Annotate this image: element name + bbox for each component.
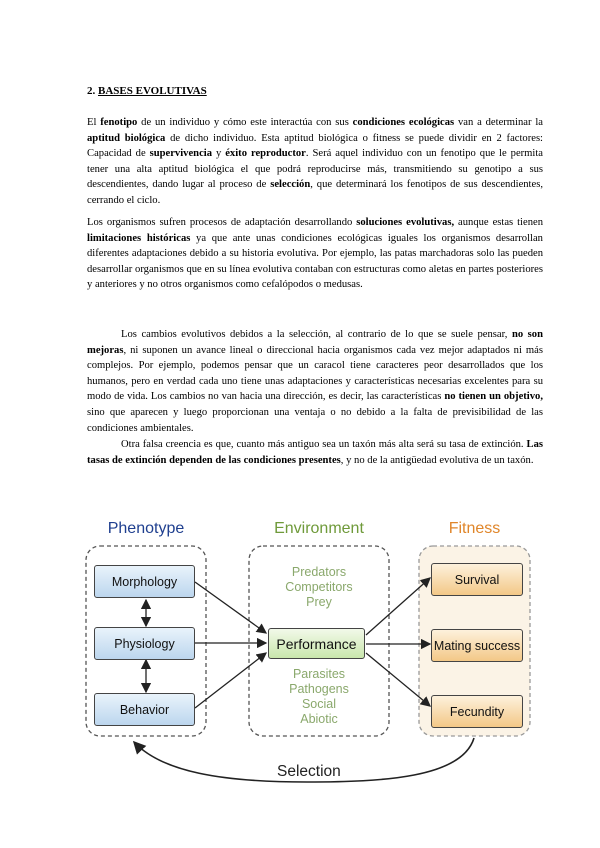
text-run: , y no de la antigüedad evolutiva de un taxón.: [340, 454, 534, 466]
text-run: ya que ante unas condiciones ecológicas iguales los organismos desarrollan diferentes adaptaciones debido a su historia evolutiva. Por ejemplo, las patas marchadoras solo las pueden desarrollar organismos que en su línea evolutiva contaban con estructuras como aletas en partes posteriores y anteriores y no otros organismos como cefalópodos o medusas.: [87, 232, 543, 291]
text-run: , que determinará los fenotipos de sus descendientes, cerrando el ciclo.: [87, 179, 543, 206]
fecundity-box: Fecundity: [431, 695, 523, 728]
text-run: El: [87, 117, 101, 128]
text-run: de un individuo y cómo este interactúa con sus: [137, 117, 353, 128]
text-run: y: [212, 148, 226, 160]
mating-success-box: Mating success: [431, 629, 523, 662]
environment-bottom-labels: [259, 667, 379, 727]
section-heading: [87, 85, 207, 97]
env-label-parasites: Parasites: [292, 667, 346, 681]
selection-label: Selection: [277, 763, 341, 780]
paragraph-adaptacion: [87, 215, 543, 293]
text-run: sino que aparecen y luego proporcionan una ventaja o no debido a la falta de previsibilidad de las condiciones ambientales.: [87, 406, 543, 434]
morphology-box: Morphology: [94, 565, 195, 598]
bold-term: selección: [270, 179, 311, 191]
bold-term: supervivencia: [149, 148, 213, 160]
section-number: 2.: [87, 85, 96, 97]
env-label-social: Social: [301, 697, 337, 711]
text-run: . Será aquel individuo con un fenotipo que le permita tener una alta aptitud biológica el que podrá reproducirse más, transmitiendo su genotipo a sus descendientes, dando lugar al proceso de: [87, 148, 544, 191]
bold-term: éxito reproductor: [225, 148, 306, 160]
text-run: van a determinar la: [454, 117, 543, 128]
bold-term: limitaciones históricas: [87, 232, 191, 244]
text-run: , ni suponen un avance lineal o direccional hacia organismos cada vez mejor adaptados ni más complejos. Por ejemplo, podemos pensar que un caracol tiene caracteres peor desarrollados que los humanos, pero en verdad cada uno tiene unas adaptaciones y características necesarias excelentes para su modo de vida. Los cambios no van hacia una dirección, es decir, las características: [87, 344, 543, 403]
bold-term: Las tasas de extinción dependen de las condiciones presentes: [87, 439, 543, 466]
bold-term: soluciones evolutivas,: [356, 217, 455, 228]
bold-term: condiciones ecológicas: [352, 117, 455, 128]
paragraph-no-mejoras: [87, 327, 543, 436]
bold-term: fenotipo: [100, 117, 138, 128]
env-label-predators: Predators: [291, 565, 347, 579]
paragraph-fenotipo: [87, 115, 543, 209]
performance-box: Performance: [268, 628, 365, 659]
environment-top-labels: [259, 565, 379, 610]
bold-term: no son mejoras: [87, 329, 543, 356]
text-run: Los cambios evolutivos debidos a la selección, al contrario de lo que se suele pensar,: [121, 329, 512, 340]
environment-title: Environment: [274, 520, 364, 537]
env-label-abiotic: Abiotic: [300, 712, 338, 726]
phenotype-title: Phenotype: [107, 520, 185, 537]
fitness-diagram: [82, 510, 532, 800]
env-label-pathogens: Pathogens: [289, 682, 349, 696]
env-label-prey: Prey: [306, 595, 332, 609]
survival-box: Survival: [431, 563, 523, 596]
text-run: Los organismos sufren procesos de adaptación desarrollando: [87, 217, 357, 228]
text-run: Otra falsa creencia es que, cuanto más antiguo sea un taxón más alta será su tasa de extinción.: [121, 439, 527, 450]
behavior-box: Behavior: [94, 693, 195, 726]
env-label-competitors: Competitors: [285, 580, 353, 594]
bold-term: aptitud biológica: [87, 132, 166, 144]
fitness-title: Fitness: [448, 520, 501, 537]
section-title: BASES EVOLUTIVAS: [98, 85, 207, 97]
text-run: aunque estas tienen: [454, 217, 544, 228]
paragraph-extincion: [87, 437, 543, 468]
text-run: de dicho individuo. Esta aptitud biológica o fitness se puede dividir en 2 factores: Capacidad de: [87, 132, 544, 160]
bold-term: no tienen un objetivo,: [444, 391, 543, 403]
physiology-box: Physiology: [94, 627, 195, 660]
